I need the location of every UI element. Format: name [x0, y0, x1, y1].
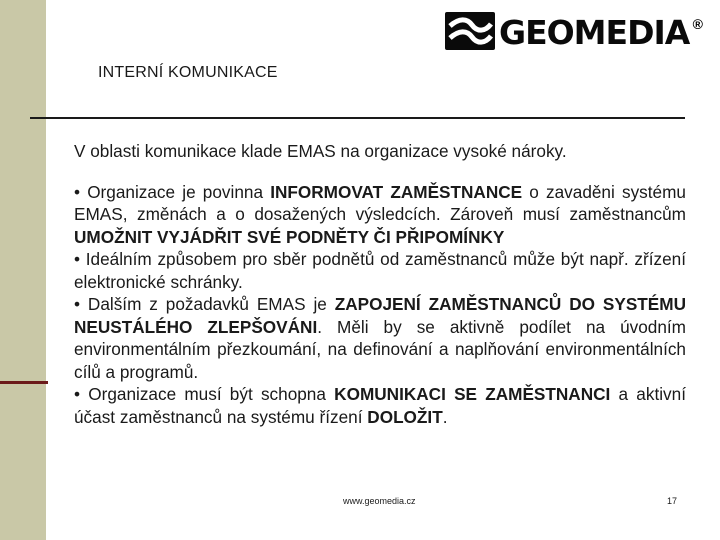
title-divider: [30, 117, 685, 119]
slide-content: [74, 140, 686, 428]
bullet-4-text-cont: a aktivní účast zaměstnanců na systému řízení: [74, 384, 686, 427]
intro-text: V oblasti komunikace klade EMAS na organizace vysoké nároky.: [74, 141, 567, 161]
slide-title: INTERNÍ KOMUNIKACE: [98, 64, 278, 81]
page-number: 17: [667, 496, 678, 506]
sidebar-stripe: [0, 0, 46, 540]
bullet-4-text: • Organizace musí být schopna: [74, 384, 335, 404]
bullet-1-text-cont: o zavaděni systému EMAS, změnách a o dosažených výsledcích. Zároveň musí zaměstnancům: [74, 181, 686, 224]
bullet-4-end: .: [442, 406, 448, 427]
bullet-4-emphasis-2: DOLOŽIT: [367, 406, 443, 427]
bullet-3-text-cont: . Měli by se aktivně podílet na úvodním environmentálním přezkoumání, na definování a naplňování environmentálních cílů a programů.: [74, 316, 686, 382]
bullet-3-emphasis: ZAPOJENÍ ZAMĚSTNANCŮ DO SYSTÉMU NEUSTÁLÉHO ZLEPŠOVÁNI: [74, 294, 686, 337]
bullet-1-emphasis: INFORMOVAT ZAMĚSTNANCE: [270, 181, 523, 202]
logo-wordmark: GEOMEDIA: [499, 13, 690, 52]
wave-logo-icon: [445, 12, 495, 50]
bullet-3-text: • Dalším z požadavků EMAS je: [74, 294, 335, 314]
bullet-4-emphasis: KOMUNIKACI SE ZAMĚSTNANCI: [334, 384, 611, 404]
bullet-2-text: • Ideálním způsobem pro sběr podnětů od zaměstnanců může být např. zřízení elektronické schránky.: [74, 249, 686, 292]
sidebar-accent-line: [0, 381, 48, 384]
bullet-1-text: • Organizace je povinna: [74, 181, 271, 202]
bullet-1-emphasis-2: UMOŽNIT VYJÁDŘIT SVÉ PODNĚTY ČI PŘIPOMÍNKY: [74, 226, 505, 247]
footer-url: www.geomedia.cz: [343, 496, 416, 506]
registered-mark: ®: [692, 16, 703, 32]
geomedia-logo: [445, 12, 703, 54]
body-text: [74, 181, 686, 429]
